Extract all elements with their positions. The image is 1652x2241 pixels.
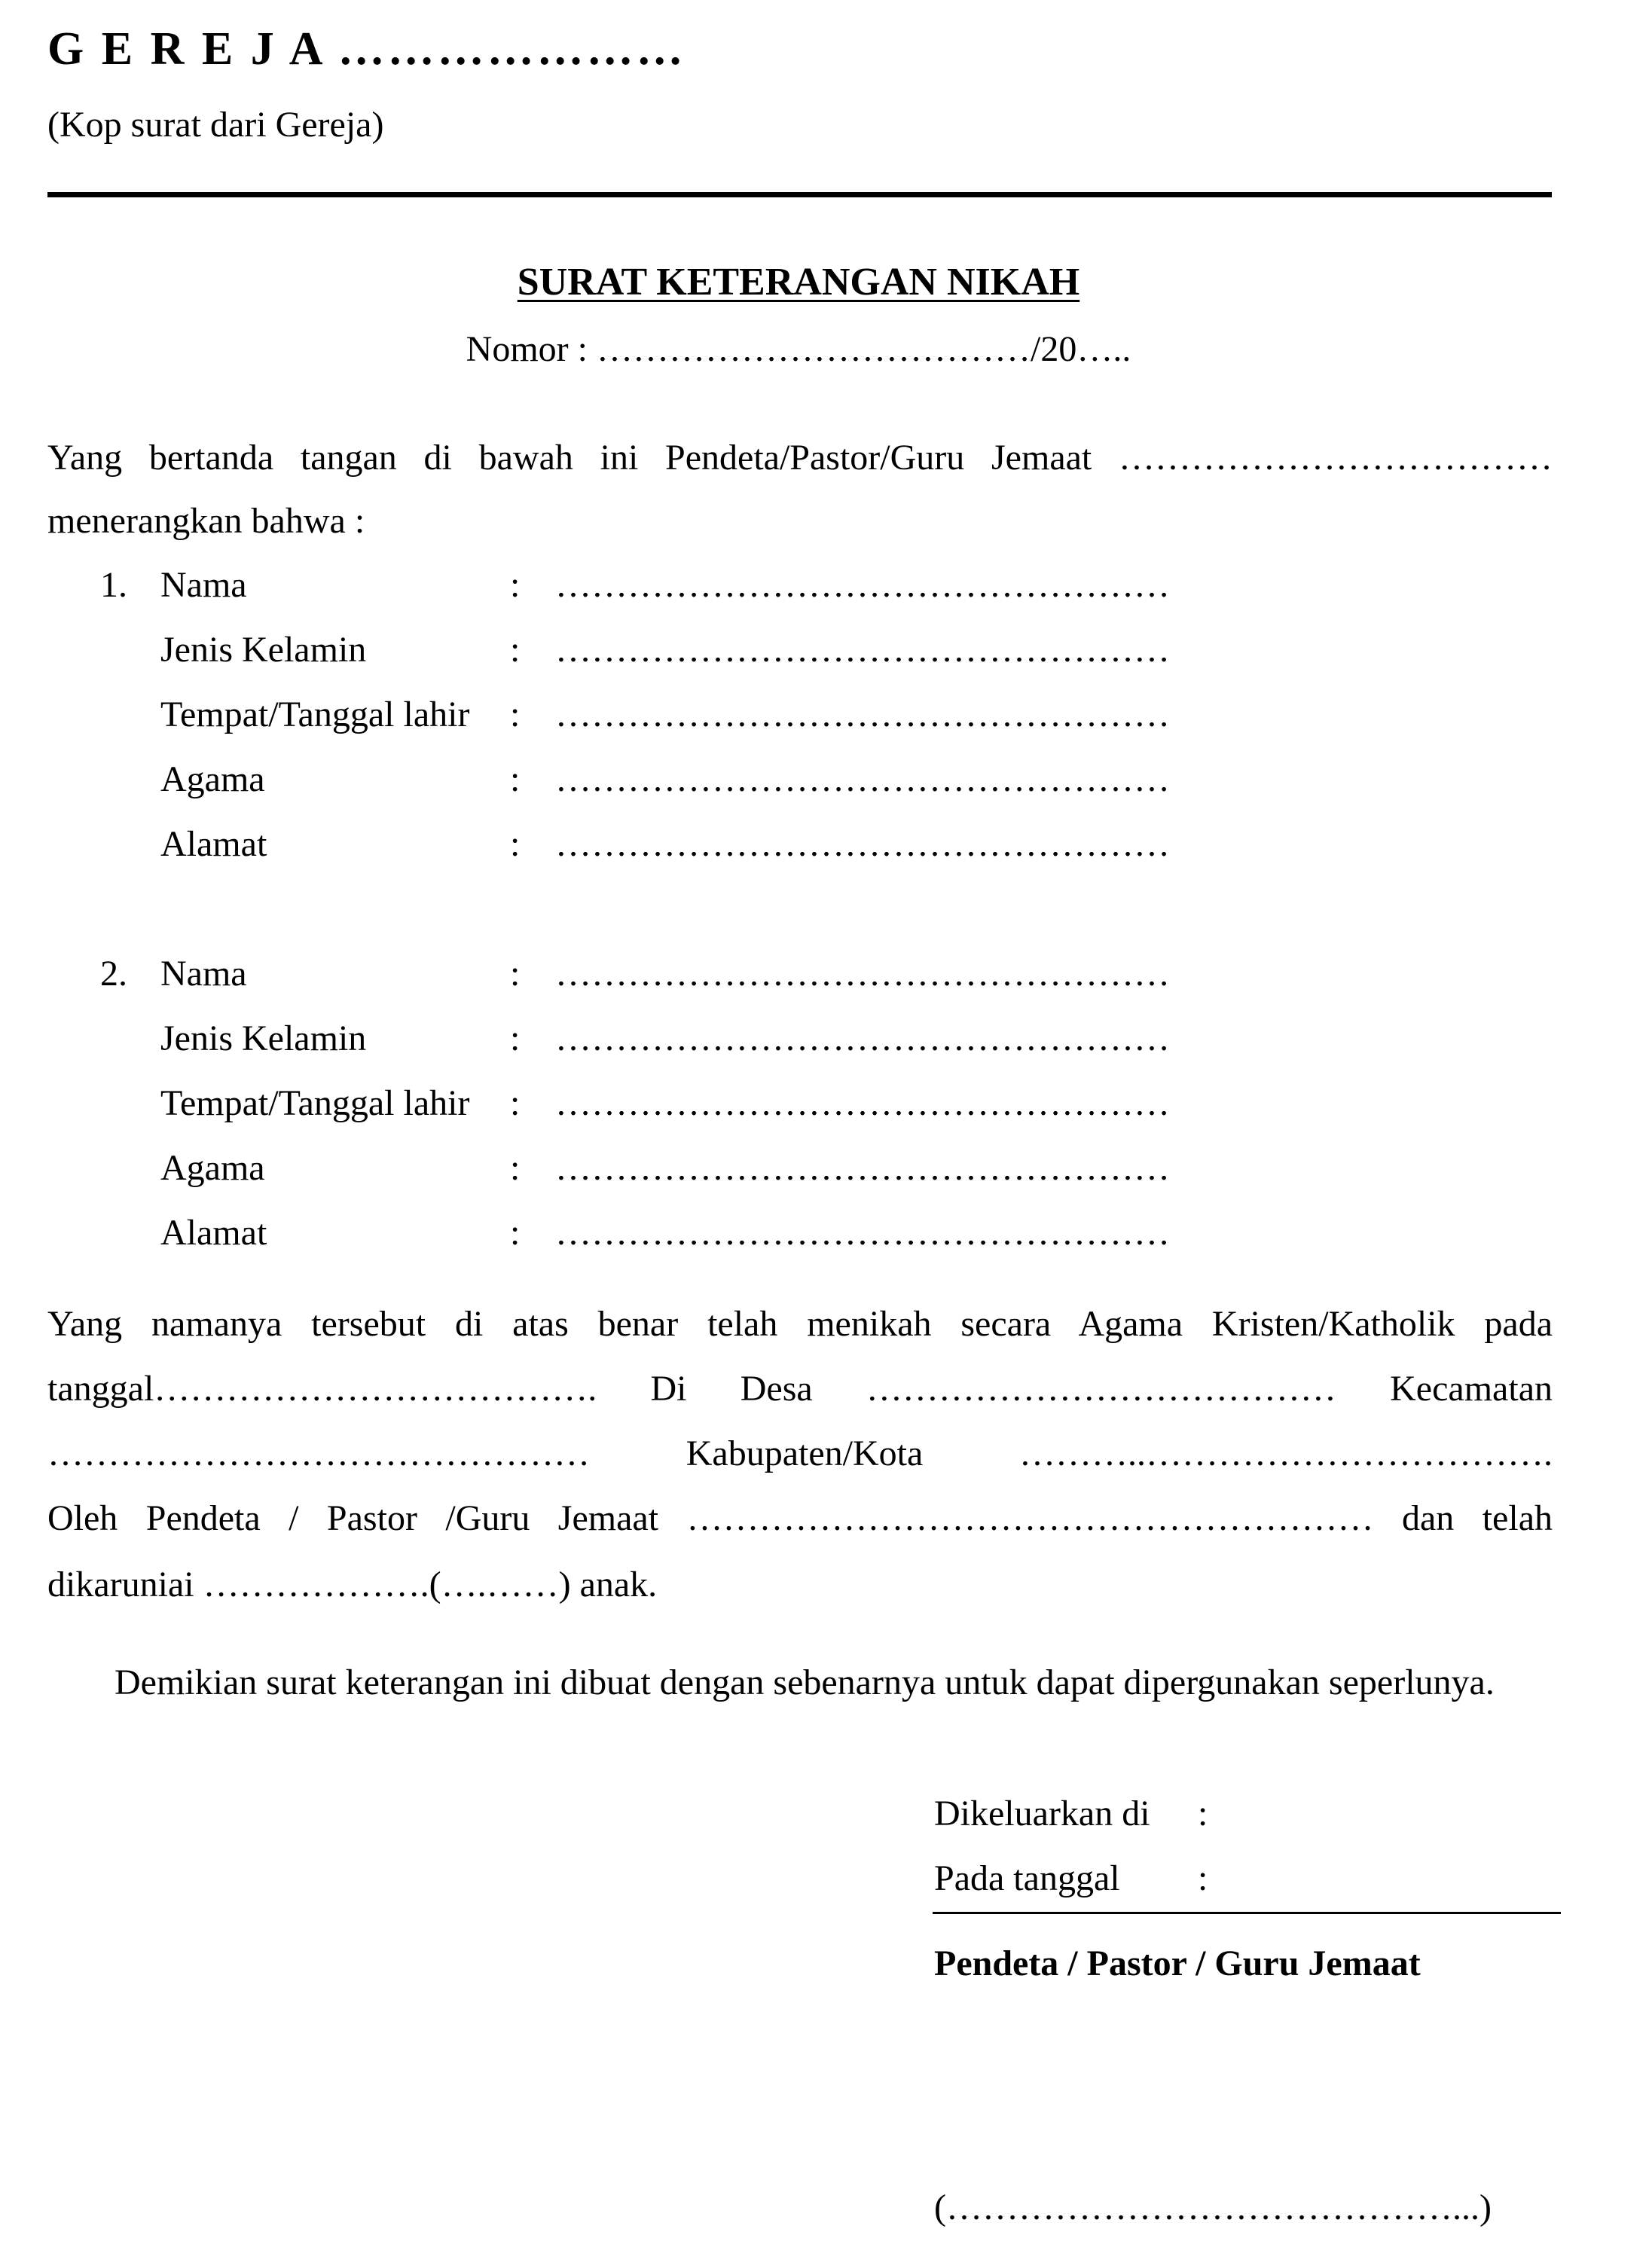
date-colon: : <box>1198 1858 1208 1898</box>
field-label-tempat-tanggal-lahir: Tempat/Tanggal lahir <box>160 695 470 734</box>
field-value-nama: …………………………………………… <box>555 565 1170 605</box>
field-value-nama: …………………………………………… <box>555 954 1170 994</box>
field-colon: : <box>510 1083 521 1123</box>
field-label-agama: Agama <box>160 1148 265 1188</box>
document-title: SURAT KETERANGAN NIKAH <box>517 261 1080 304</box>
field-colon: : <box>510 824 521 864</box>
date-label: Pada tanggal <box>934 1858 1120 1898</box>
issued-at-label: Dikeluarkan di <box>934 1794 1150 1833</box>
field-label-jenis-kelamin: Jenis Kelamin <box>160 1018 367 1058</box>
field-label-nama: Nama <box>160 565 247 605</box>
statement-line-3: ……………………………………… Kabupaten/Kota ………..……………………………. <box>47 1433 1553 1473</box>
issued-at-colon: : <box>1198 1794 1208 1833</box>
field-colon: : <box>510 1148 521 1188</box>
signature-divider <box>933 1912 1561 1914</box>
field-colon: : <box>510 630 521 670</box>
header-divider <box>47 192 1552 197</box>
document-number: Nomor : ………………………………/20….. <box>466 329 1131 369</box>
field-label-alamat: Alamat <box>160 1213 267 1253</box>
field-value-tempat-tanggal-lahir: …………………………………………… <box>555 1083 1170 1123</box>
field-value-tempat-tanggal-lahir: …………………………………………… <box>555 695 1170 734</box>
field-value-jenis-kelamin: …………………………………………… <box>555 630 1170 670</box>
field-label-agama: Agama <box>160 759 265 799</box>
field-value-alamat: …………………………………………… <box>555 824 1170 864</box>
letterhead-note: (Kop surat dari Gereja) <box>47 105 384 145</box>
field-label-tempat-tanggal-lahir: Tempat/Tanggal lahir <box>160 1083 470 1123</box>
person-1-number: 1. <box>100 565 127 605</box>
field-value-agama: …………………………………………… <box>555 1148 1170 1188</box>
statement-line-5: dikaruniai ……………….(….……) anak. <box>47 1565 658 1604</box>
field-value-alamat: …………………………………………… <box>555 1213 1170 1253</box>
intro-line-2: menerangkan bahwa : <box>47 501 365 541</box>
intro-line-1: Yang bertanda tangan di bawah ini Pendeta/Pastor/Guru Jemaat ……………………………… <box>47 438 1553 478</box>
field-value-agama: …………………………………………… <box>555 759 1170 799</box>
field-label-nama: Nama <box>160 954 247 994</box>
signatory-title: Pendeta / Pastor / Guru Jemaat <box>934 1943 1421 1983</box>
signatory-name-placeholder: (……………………………………...) <box>934 2188 1492 2227</box>
field-label-alamat: Alamat <box>160 824 267 864</box>
statement-line-4: Oleh Pendeta / Pastor /Guru Jemaat ………………………………………………… dan telah <box>47 1498 1553 1538</box>
field-colon: : <box>510 1018 521 1058</box>
field-colon: : <box>510 1213 521 1253</box>
church-name-heading: G E R E J A ………………… <box>47 23 686 75</box>
field-colon: : <box>510 954 521 994</box>
person-2-number: 2. <box>100 954 127 994</box>
statement-line-2: tanggal………………………………. Di Desa ………………………………… Kecamatan <box>47 1369 1553 1409</box>
field-value-jenis-kelamin: …………………………………………… <box>555 1018 1170 1058</box>
statement-line-1: Yang namanya tersebut di atas benar telah menikah secara Agama Kristen/Katholik pada <box>47 1304 1553 1344</box>
field-colon: : <box>510 695 521 734</box>
field-colon: : <box>510 759 521 799</box>
field-colon: : <box>510 565 521 605</box>
closing-sentence: Demikian surat keterangan ini dibuat dengan sebenarnya untuk dapat dipergunakan seperlunya. <box>115 1662 1495 1702</box>
field-label-jenis-kelamin: Jenis Kelamin <box>160 630 367 670</box>
